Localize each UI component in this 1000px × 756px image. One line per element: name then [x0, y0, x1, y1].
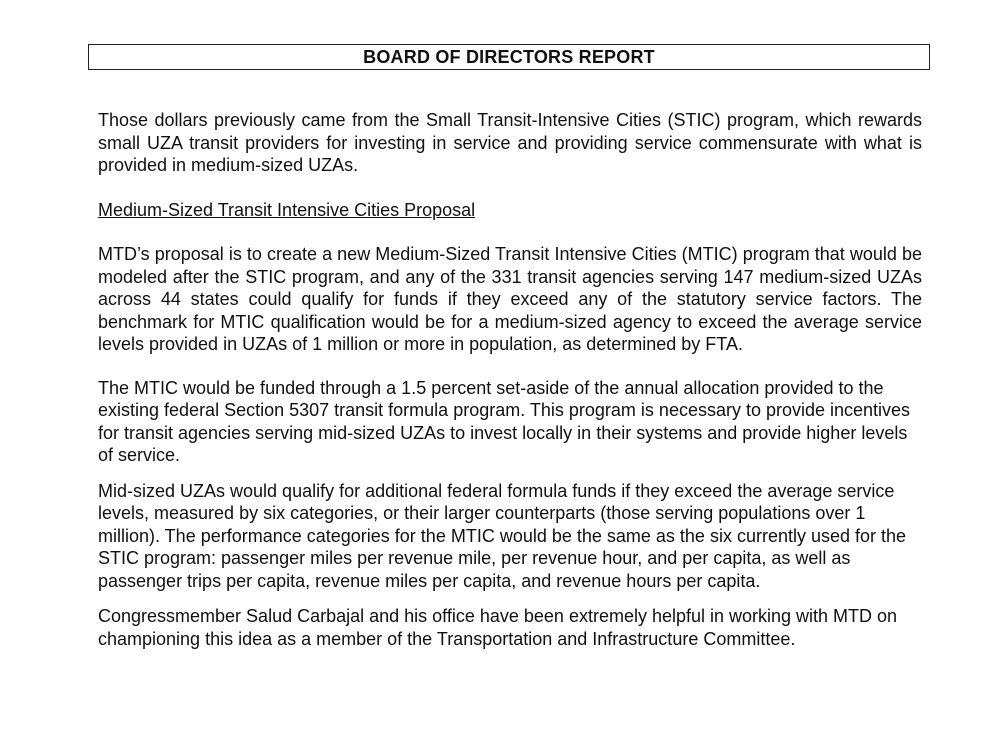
funding-paragraph: The MTIC would be funded through a 1.5 percent set-aside of the annual allocation provided to the existing federal Section 5307 transit formula program. This program is necessary to provide incentives for transit agencies serving mid-sized UZAs to invest locally in their systems and provide higher levels of service. — [98, 377, 911, 465]
report-body — [98, 109, 922, 650]
report-title: BOARD OF DIRECTORS REPORT — [363, 46, 655, 67]
section-heading: Medium-Sized Transit Intensive Cities Proposal — [98, 199, 476, 220]
proposal-paragraph: MTD’s proposal is to create a new Medium-Sized Transit Intensive Cities (MTIC) program that would be modeled after the STIC program, and any of the 331 transit agencies serving 147 medium-sized UZAs across 44 states could qualify for funds if they exceed any of the statutory service factors. The benchmark for MTIC qualification would be for a medium-sized agency to exceed the average service levels provided in UZAs of 1 million or more in population, as determined by FTA. — [98, 244, 922, 354]
qualification-paragraph: Mid-sized UZAs would qualify for additional federal formula funds if they exceed the average service levels, measured by six categories, or their larger counterparts (those serving populations over 1 million). The performance categories for the MTIC would be the same as the six currently used for the STIC program: passenger miles per revenue mile, per revenue hour, and per capita, as well as passenger trips per capita, revenue miles per capita, and revenue hours per capita. — [98, 480, 907, 591]
intro-paragraph: Those dollars previously came from the Small Transit-Intensive Cities (STIC) program, which rewards small UZA transit providers for investing in service and providing service commensurate with what is provided in medium-sized UZAs. — [98, 110, 922, 175]
support-paragraph: Congressmember Salud Carbajal and his office have been extremely helpful in working with MTD on championing this idea as a member of the Transportation and Infrastructure Committee. — [98, 606, 898, 649]
report-header-box — [88, 44, 930, 70]
